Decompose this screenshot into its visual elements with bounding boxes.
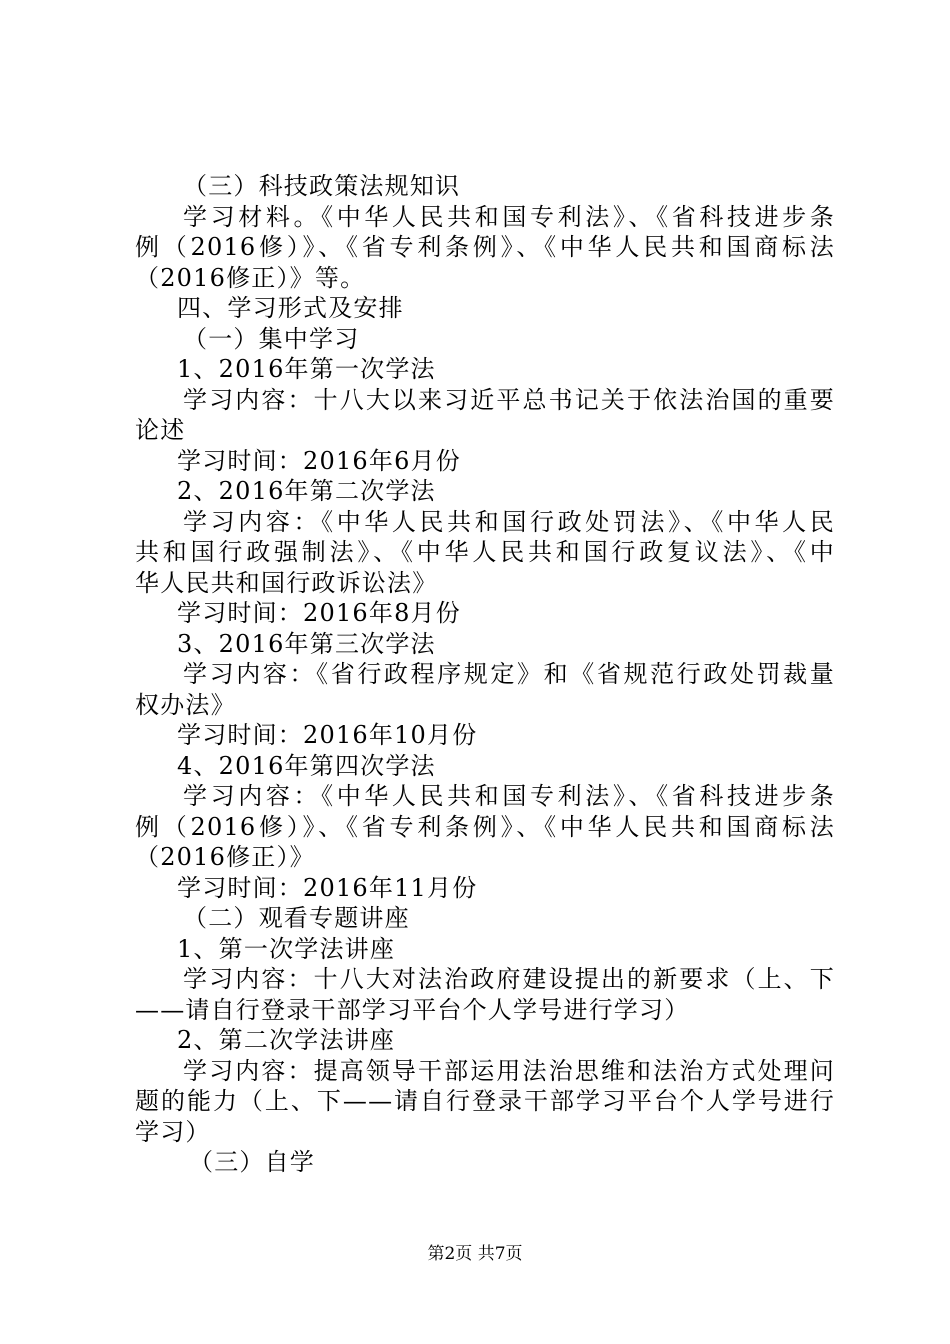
item-heading: 1、第一次学法讲座 [177,934,396,963]
paragraph-line: 学习内容：《中华人民共和国专利法》、《省科技进步条 [183,782,835,810]
paragraph-line: （2016修正）》 [135,843,315,871]
paragraph-line: 论述 [135,416,186,444]
item-heading: 2、2016年第二次学法 [177,477,436,505]
study-time-line: 学习时间：2016年11月份 [177,873,478,902]
document-body [135,171,835,1178]
study-time-line: 学习时间：2016年8月份 [177,599,461,627]
section-heading-science-policy: （三）科技政策法规知识 [183,172,461,200]
item-heading: 2、第二次学法讲座 [177,1026,396,1054]
paragraph-line: 学习内容：提高领导干部运用法治思维和法治方式处理问 [183,1056,835,1085]
paragraph-line: 学习材料。《中华人民共和国专利法》、《省科技进步条 [183,202,835,231]
subsection-heading-lectures: （二）观看专题讲座 [183,904,410,932]
paragraph-line: （2016修正）》等。 [135,263,366,292]
paragraph-line: 例（2016修）》、《省专利条例》、《中华人民共和国商标法 [135,812,835,841]
paragraph-line: 华人民共和国行政诉讼法》 [135,568,438,597]
paragraph-line: 学习内容：《中华人民共和国行政处罚法》、《中华人民 [183,507,835,536]
study-time-line: 学习时间：2016年10月份 [177,721,478,749]
paragraph-line: 题的能力（上、下——请自行登录干部学习平台个人学号进行 [135,1087,835,1115]
paragraph-line: 学习内容：十八大以来习近平总书记关于依法治国的重要 [183,385,835,414]
paragraph-line: 例（2016修）》、《省专利条例》、《中华人民共和国商标法 [135,233,835,261]
item-heading: 3、2016年第三次学法 [177,629,436,658]
paragraph-line: 学习内容：《省行政程序规定》和《省规范行政处罚裁量 [183,660,835,688]
paragraph-line: 学习） [135,1117,211,1146]
subsection-heading-centralized-study: （一）集中学习 [183,324,360,353]
paragraph-line: 共和国行政强制法》、《中华人民共和国行政复议法》、《中 [135,538,835,566]
section-heading-study-format: 四、学习形式及安排 [177,294,404,322]
item-heading: 4、2016年第四次学法 [177,751,436,780]
study-time-line: 学习时间：2016年6月份 [177,446,461,475]
item-heading: 1、2016年第一次学法 [177,355,436,383]
paragraph-line: 权办法》 [135,690,236,719]
paragraph-line: ——请自行登录干部学习平台个人学号进行学习） [135,995,690,1024]
paragraph-line: 学习内容：十八大对法治政府建设提出的新要求（上、下 [183,965,835,993]
page-number-footer: 第2页 共7页 [427,1244,523,1264]
subsection-heading-self-study: （三）自学 [189,1148,315,1176]
